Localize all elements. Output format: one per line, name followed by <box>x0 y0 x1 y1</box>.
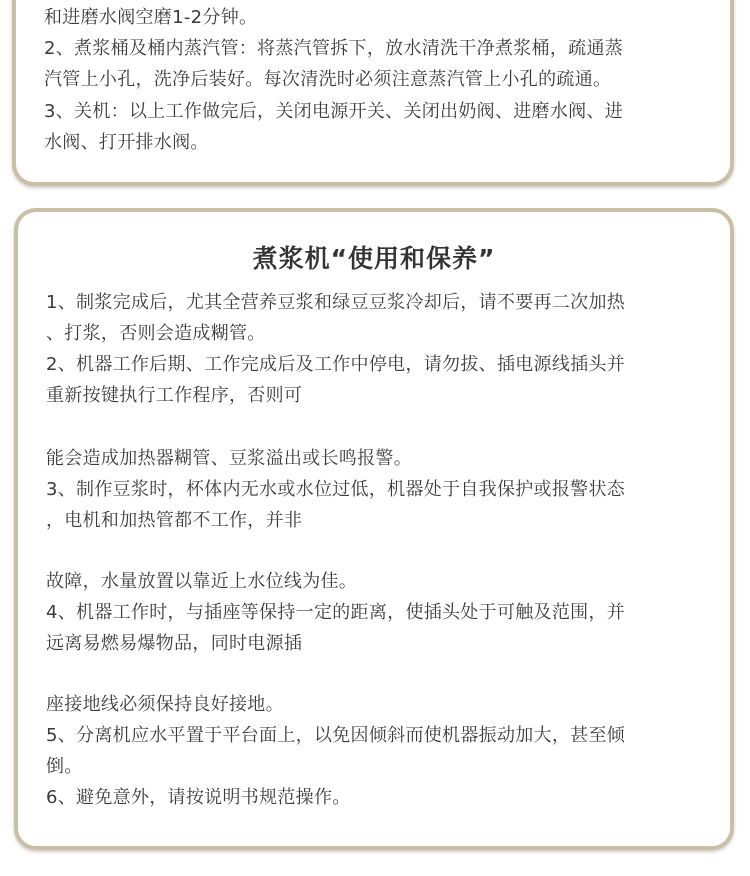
text-line: 座接地线必须保持良好接地。 <box>46 694 284 715</box>
text-line: 1、制浆完成后，尤其全营养豆浆和绿豆豆浆冷却后，请不要再二次加热 <box>46 292 626 313</box>
text-line: 6、避免意外，请按说明书规范操作。 <box>46 787 351 808</box>
text-line: 能会造成加热器糊管、豆浆溢出或长鸣报警。 <box>46 448 412 469</box>
text-line: 2、机器工作后期、工作完成后及工作中停电，请勿拔、插电源线插头并 <box>46 354 626 375</box>
card-title: 煮浆机“使用和保养” <box>252 244 496 273</box>
text-line: 重新按键执行工作程序，否则可 <box>46 385 303 406</box>
usage-maintenance-card <box>14 208 734 850</box>
text-line: 2、煮浆桶及桶内蒸汽管：将蒸汽管拆下，放水清洗干净煮浆桶，疏通蒸 <box>44 38 624 59</box>
text-line: 倒。 <box>46 756 83 777</box>
top-instructions-card <box>12 0 734 186</box>
text-line: 汽管上小孔，洗净后装好。每次清洗时必须注意蒸汽管上小孔的疏通。 <box>44 69 612 90</box>
text-line: 4、机器工作时，与插座等保持一定的距离，使插头处于可触及范围，并 <box>46 602 626 623</box>
text-line: 远离易燃易爆物品，同时电源插 <box>46 633 303 654</box>
text-line: 3、关机：以上工作做完后，关闭电源开关、关闭出奶阀、进磨水阀、进 <box>44 101 624 122</box>
text-line: 3、制作豆浆时，杯体内无水或水位过低，机器处于自我保护或报警状态 <box>46 479 626 500</box>
text-line: 、打浆，否则会造成糊管。 <box>46 323 266 344</box>
text-line: 和进磨水阀空磨1-2分钟。 <box>44 7 258 28</box>
text-line: 故障，水量放置以靠近上水位线为佳。 <box>46 571 358 592</box>
text-line: ，电机和加热管都不工作，并非 <box>46 510 303 531</box>
text-line: 5、分离机应水平置于平台面上，以免因倾斜而使机器振动加大，甚至倾 <box>46 725 626 746</box>
text-line: 水阀、打开排水阀。 <box>44 132 209 153</box>
